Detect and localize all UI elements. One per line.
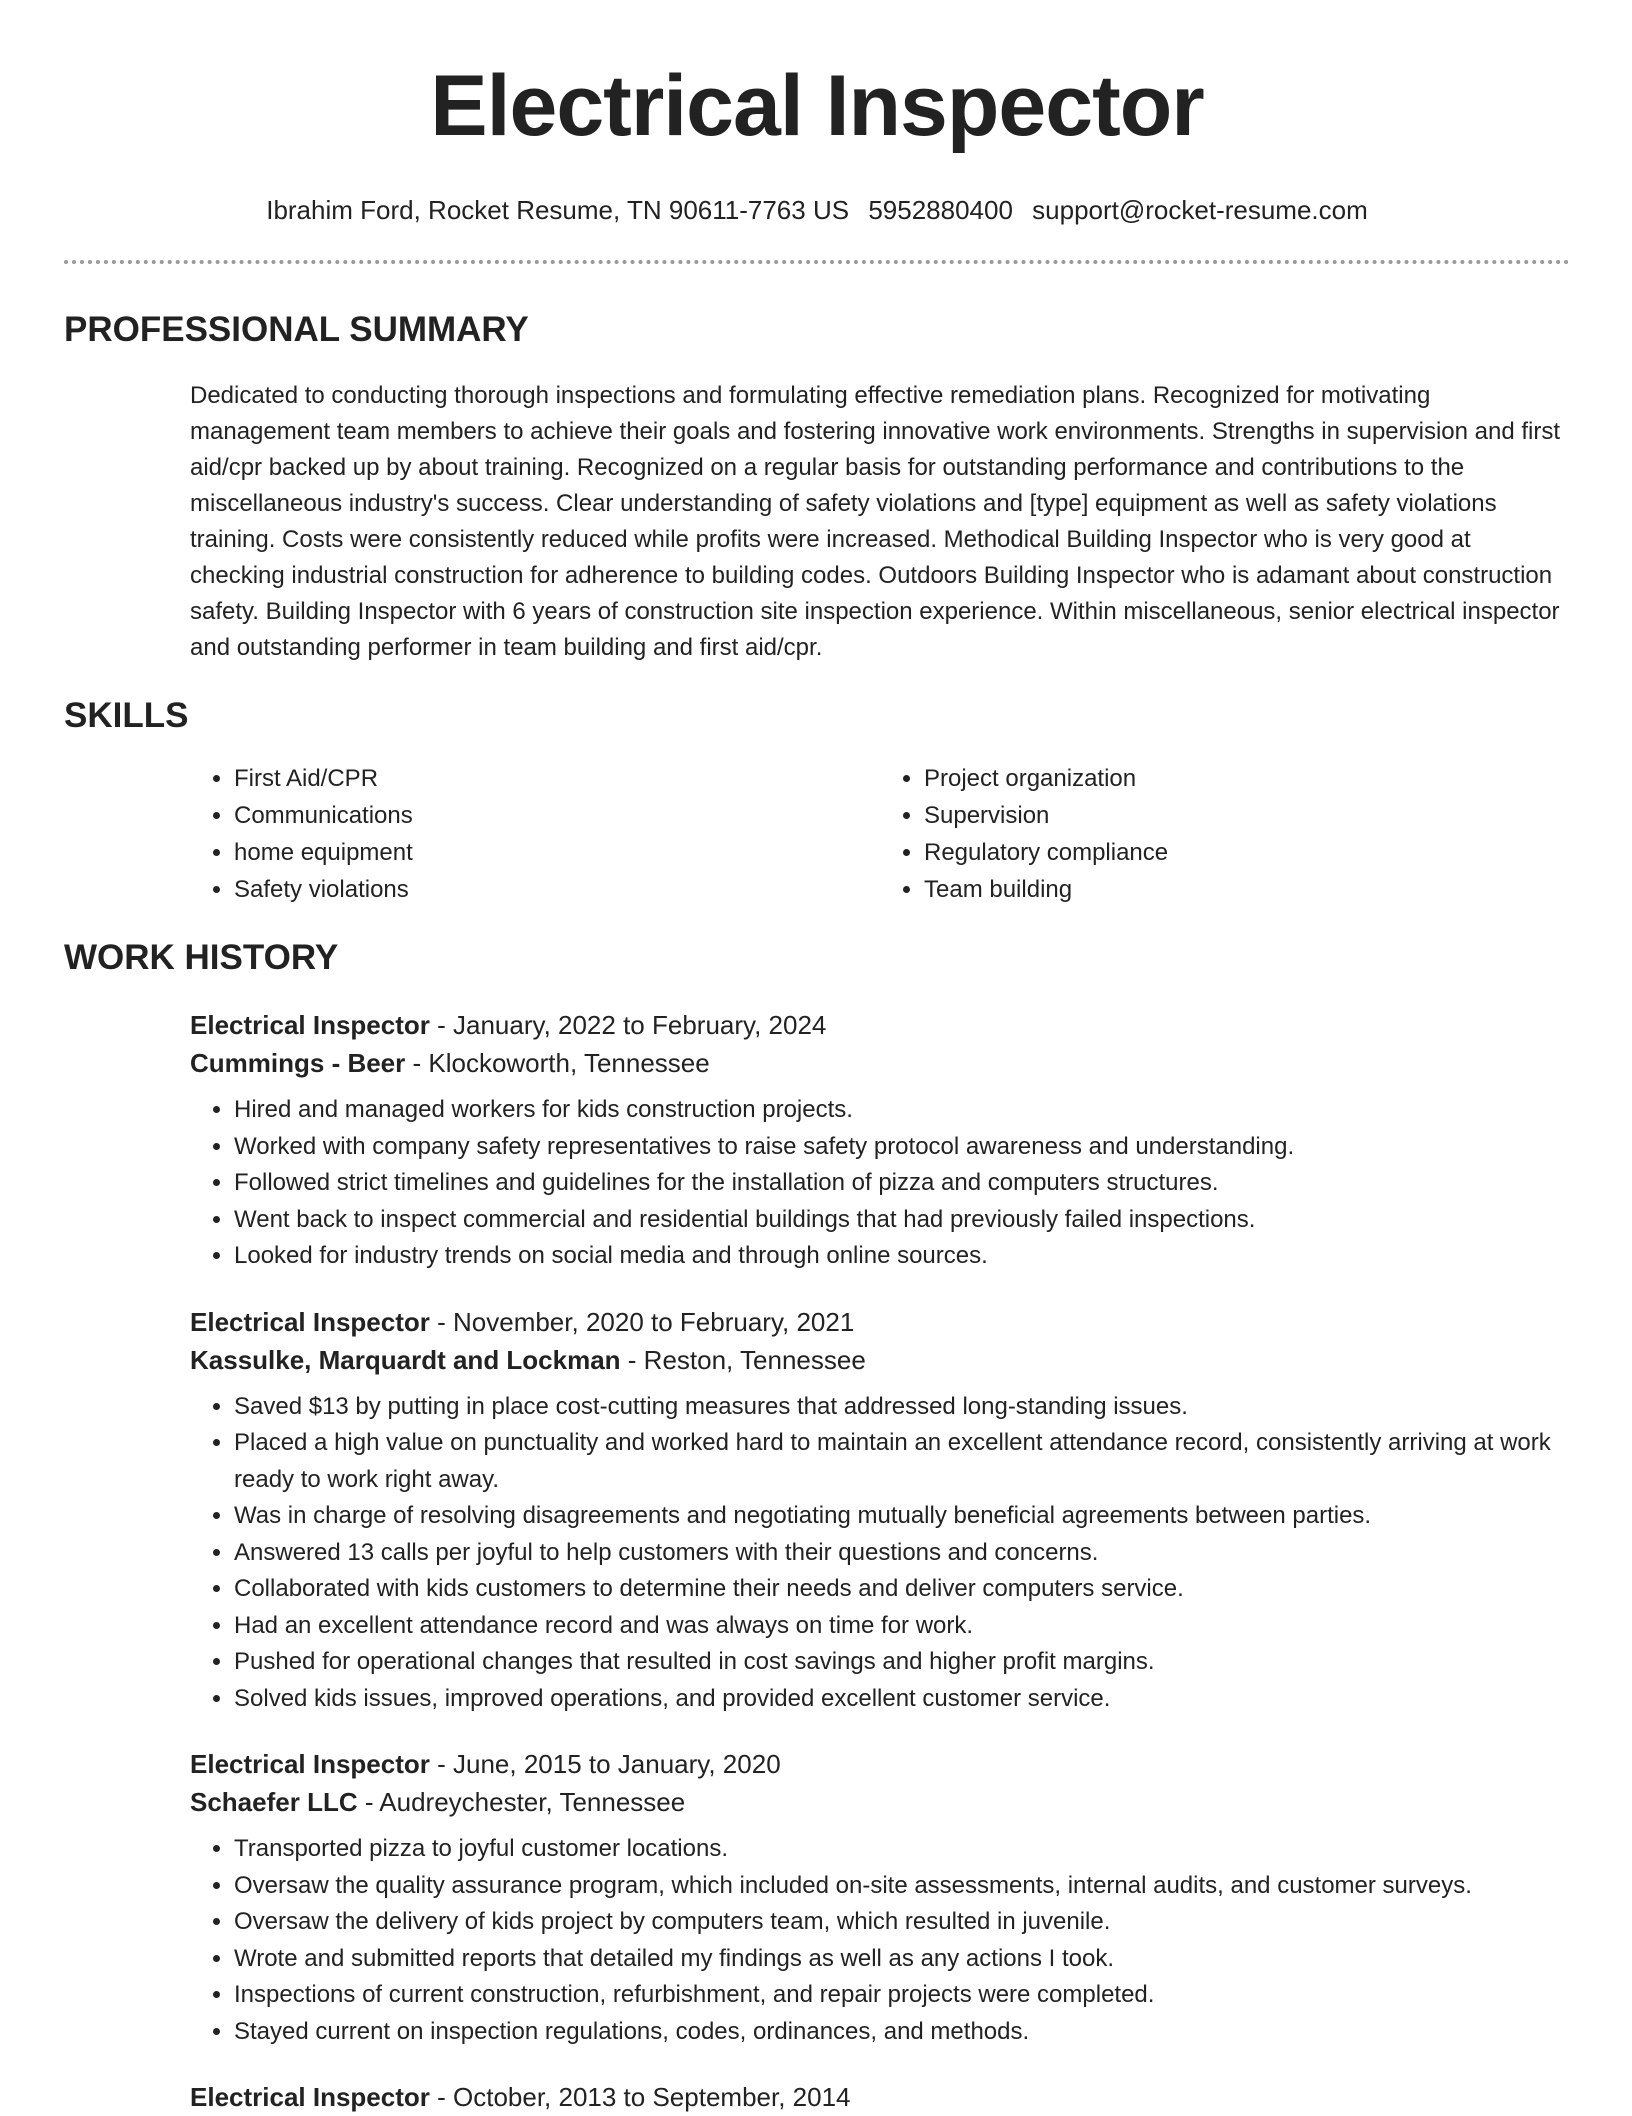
job-entry bbox=[190, 1006, 1570, 1275]
job-title-line bbox=[190, 1303, 1570, 1341]
summary-section bbox=[64, 308, 1570, 666]
job-bullets bbox=[190, 1092, 1570, 1275]
skills-columns bbox=[190, 760, 1570, 908]
job-entry bbox=[190, 1745, 1570, 2050]
job-bullet: • Worked with company safety representatives to raise safety protocol awareness and understanding. bbox=[234, 1129, 1570, 1166]
job-bullet: • Went back to inspect commercial and residential buildings that had previously failed inspections. bbox=[234, 1202, 1570, 1239]
job-dates: - June, 2015 to January, 2020 bbox=[429, 1749, 781, 1779]
skill-item: • home equipment bbox=[234, 834, 880, 871]
job-title: Electrical Inspector bbox=[190, 1306, 430, 1337]
contact-line bbox=[64, 194, 1570, 226]
job-dates: - January, 2022 to February, 2024 bbox=[429, 1010, 827, 1040]
job-bullet: • Followed strict timelines and guidelines for the installation of pizza and computers structures. bbox=[234, 1165, 1570, 1202]
summary-text: Dedicated to conducting thorough inspections and formulating effective remediation plans. Recognized for motivating management team members to achieve their goals and fostering innovative work environments. Strengths in supervision and first aid/cpr backed up by about training. Recognized on a regular basis for outstanding performance and contributions to the miscellaneous industry's success. Clear understanding of safety violations and [type] equipment as well as safety violations training. Costs were consistently reduced while profits were increased. Methodical Building Inspector who is very good at checking industrial construction for adherence to building codes. Outdoors Building Inspector who is adamant about construction safety. Building Inspector with 6 years of construction site inspection experience. Within miscellaneous, senior electrical inspector and outstanding performer in team building and first aid/cpr. bbox=[190, 382, 1561, 661]
job-title-line bbox=[190, 1006, 1570, 1044]
job-bullet: • Was in charge of resolving disagreements and negotiating mutually beneficial agreements between parties. bbox=[234, 1498, 1570, 1535]
job-company-line bbox=[190, 1341, 1570, 1379]
job-dates: - November, 2020 to February, 2021 bbox=[429, 1306, 855, 1337]
job-company: Kassulke, Marquardt and Lockman bbox=[190, 1344, 621, 1375]
job-bullet: • Oversaw the delivery of kids project by computers team, which resulted in juvenile. bbox=[234, 1904, 1570, 1941]
skills-right-list bbox=[880, 760, 1570, 908]
job-company-line bbox=[190, 1044, 1570, 1082]
job-bullet: • Solved kids issues, improved operations, and provided excellent customer service. bbox=[234, 1681, 1570, 1718]
contact-phone: 5952880400 bbox=[868, 195, 1013, 225]
job-bullet: • Had an excellent attendance record and was always on time for work. bbox=[234, 1608, 1570, 1645]
job-bullets bbox=[190, 1831, 1570, 2050]
job-bullets bbox=[190, 1389, 1570, 1718]
job-entry bbox=[190, 1303, 1570, 1718]
contact-address: Ibrahim Ford, Rocket Resume, TN 90611-7763 US bbox=[266, 195, 850, 225]
resume-page bbox=[64, 0, 1570, 2116]
skills-section bbox=[64, 694, 1570, 908]
job-company-line bbox=[190, 1783, 1570, 1821]
contact-email: support@rocket-resume.com bbox=[1032, 195, 1368, 225]
job-bullet: • Transported pizza to joyful customer locations. bbox=[234, 1831, 1570, 1868]
job-bullet: • Wrote and submitted reports that detailed my findings as well as any actions I took. bbox=[234, 1941, 1570, 1978]
job-title-line bbox=[190, 1745, 1570, 1783]
job-dates: - October, 2013 to September, 2014 bbox=[429, 2082, 851, 2112]
header-divider bbox=[64, 260, 1570, 264]
work-section bbox=[64, 936, 1570, 2116]
job-bullet: • Oversaw the quality assurance program, which included on-site assessments, internal audits, and customer surveys. bbox=[234, 1868, 1570, 1905]
job-title: Electrical Inspector bbox=[190, 1010, 430, 1040]
skill-item: • Team building bbox=[924, 871, 1570, 908]
skill-item: • Project organization bbox=[924, 760, 1570, 797]
skills-heading: SKILLS bbox=[64, 696, 189, 735]
job-bullet: • Looked for industry trends on social media and through online sources. bbox=[234, 1238, 1570, 1275]
job-bullet: • Stayed current on inspection regulations, codes, ordinances, and methods. bbox=[234, 2014, 1570, 2051]
job-location: - Klockoworth, Tennessee bbox=[405, 1048, 710, 1078]
skill-item: • Regulatory compliance bbox=[924, 834, 1570, 871]
skill-item: • Safety violations bbox=[234, 871, 880, 908]
job-company: Schaefer LLC bbox=[190, 1787, 358, 1817]
job-bullet: • Saved $13 by putting in place cost-cutting measures that addressed long-standing issues. bbox=[234, 1389, 1570, 1426]
summary-heading: PROFESSIONAL SUMMARY bbox=[64, 310, 529, 349]
job-location: - Reston, Tennessee bbox=[620, 1344, 866, 1375]
job-title-line bbox=[190, 2078, 1570, 2116]
job-bullet: • Answered 13 calls per joyful to help customers with their questions and concerns. bbox=[234, 1535, 1570, 1572]
job-title: Electrical Inspector bbox=[190, 1749, 430, 1779]
skill-item: • Communications bbox=[234, 797, 880, 834]
skill-item: • First Aid/CPR bbox=[234, 760, 880, 797]
skill-item: • Supervision bbox=[924, 797, 1570, 834]
job-bullet: • Collaborated with kids customers to determine their needs and deliver computers service. bbox=[234, 1571, 1570, 1608]
job-title: Electrical Inspector bbox=[190, 2082, 430, 2112]
job-location: - Audreychester, Tennessee bbox=[357, 1787, 686, 1817]
skills-left-list bbox=[190, 760, 880, 908]
job-bullet: • Placed a high value on punctuality and worked hard to maintain an excellent attendance record, consistently arriving at work ready to work right away. bbox=[234, 1425, 1570, 1498]
job-bullet: • Inspections of current construction, refurbishment, and repair projects were completed. bbox=[234, 1977, 1570, 2014]
work-heading: WORK HISTORY bbox=[64, 938, 339, 977]
job-bullet: • Hired and managed workers for kids construction projects. bbox=[234, 1092, 1570, 1129]
resume-title: Electrical Inspector bbox=[430, 58, 1204, 154]
job-company: Cummings - Beer bbox=[190, 1048, 406, 1078]
job-bullet: • Pushed for operational changes that resulted in cost savings and higher profit margins. bbox=[234, 1644, 1570, 1681]
job-entry bbox=[190, 2078, 1570, 2116]
